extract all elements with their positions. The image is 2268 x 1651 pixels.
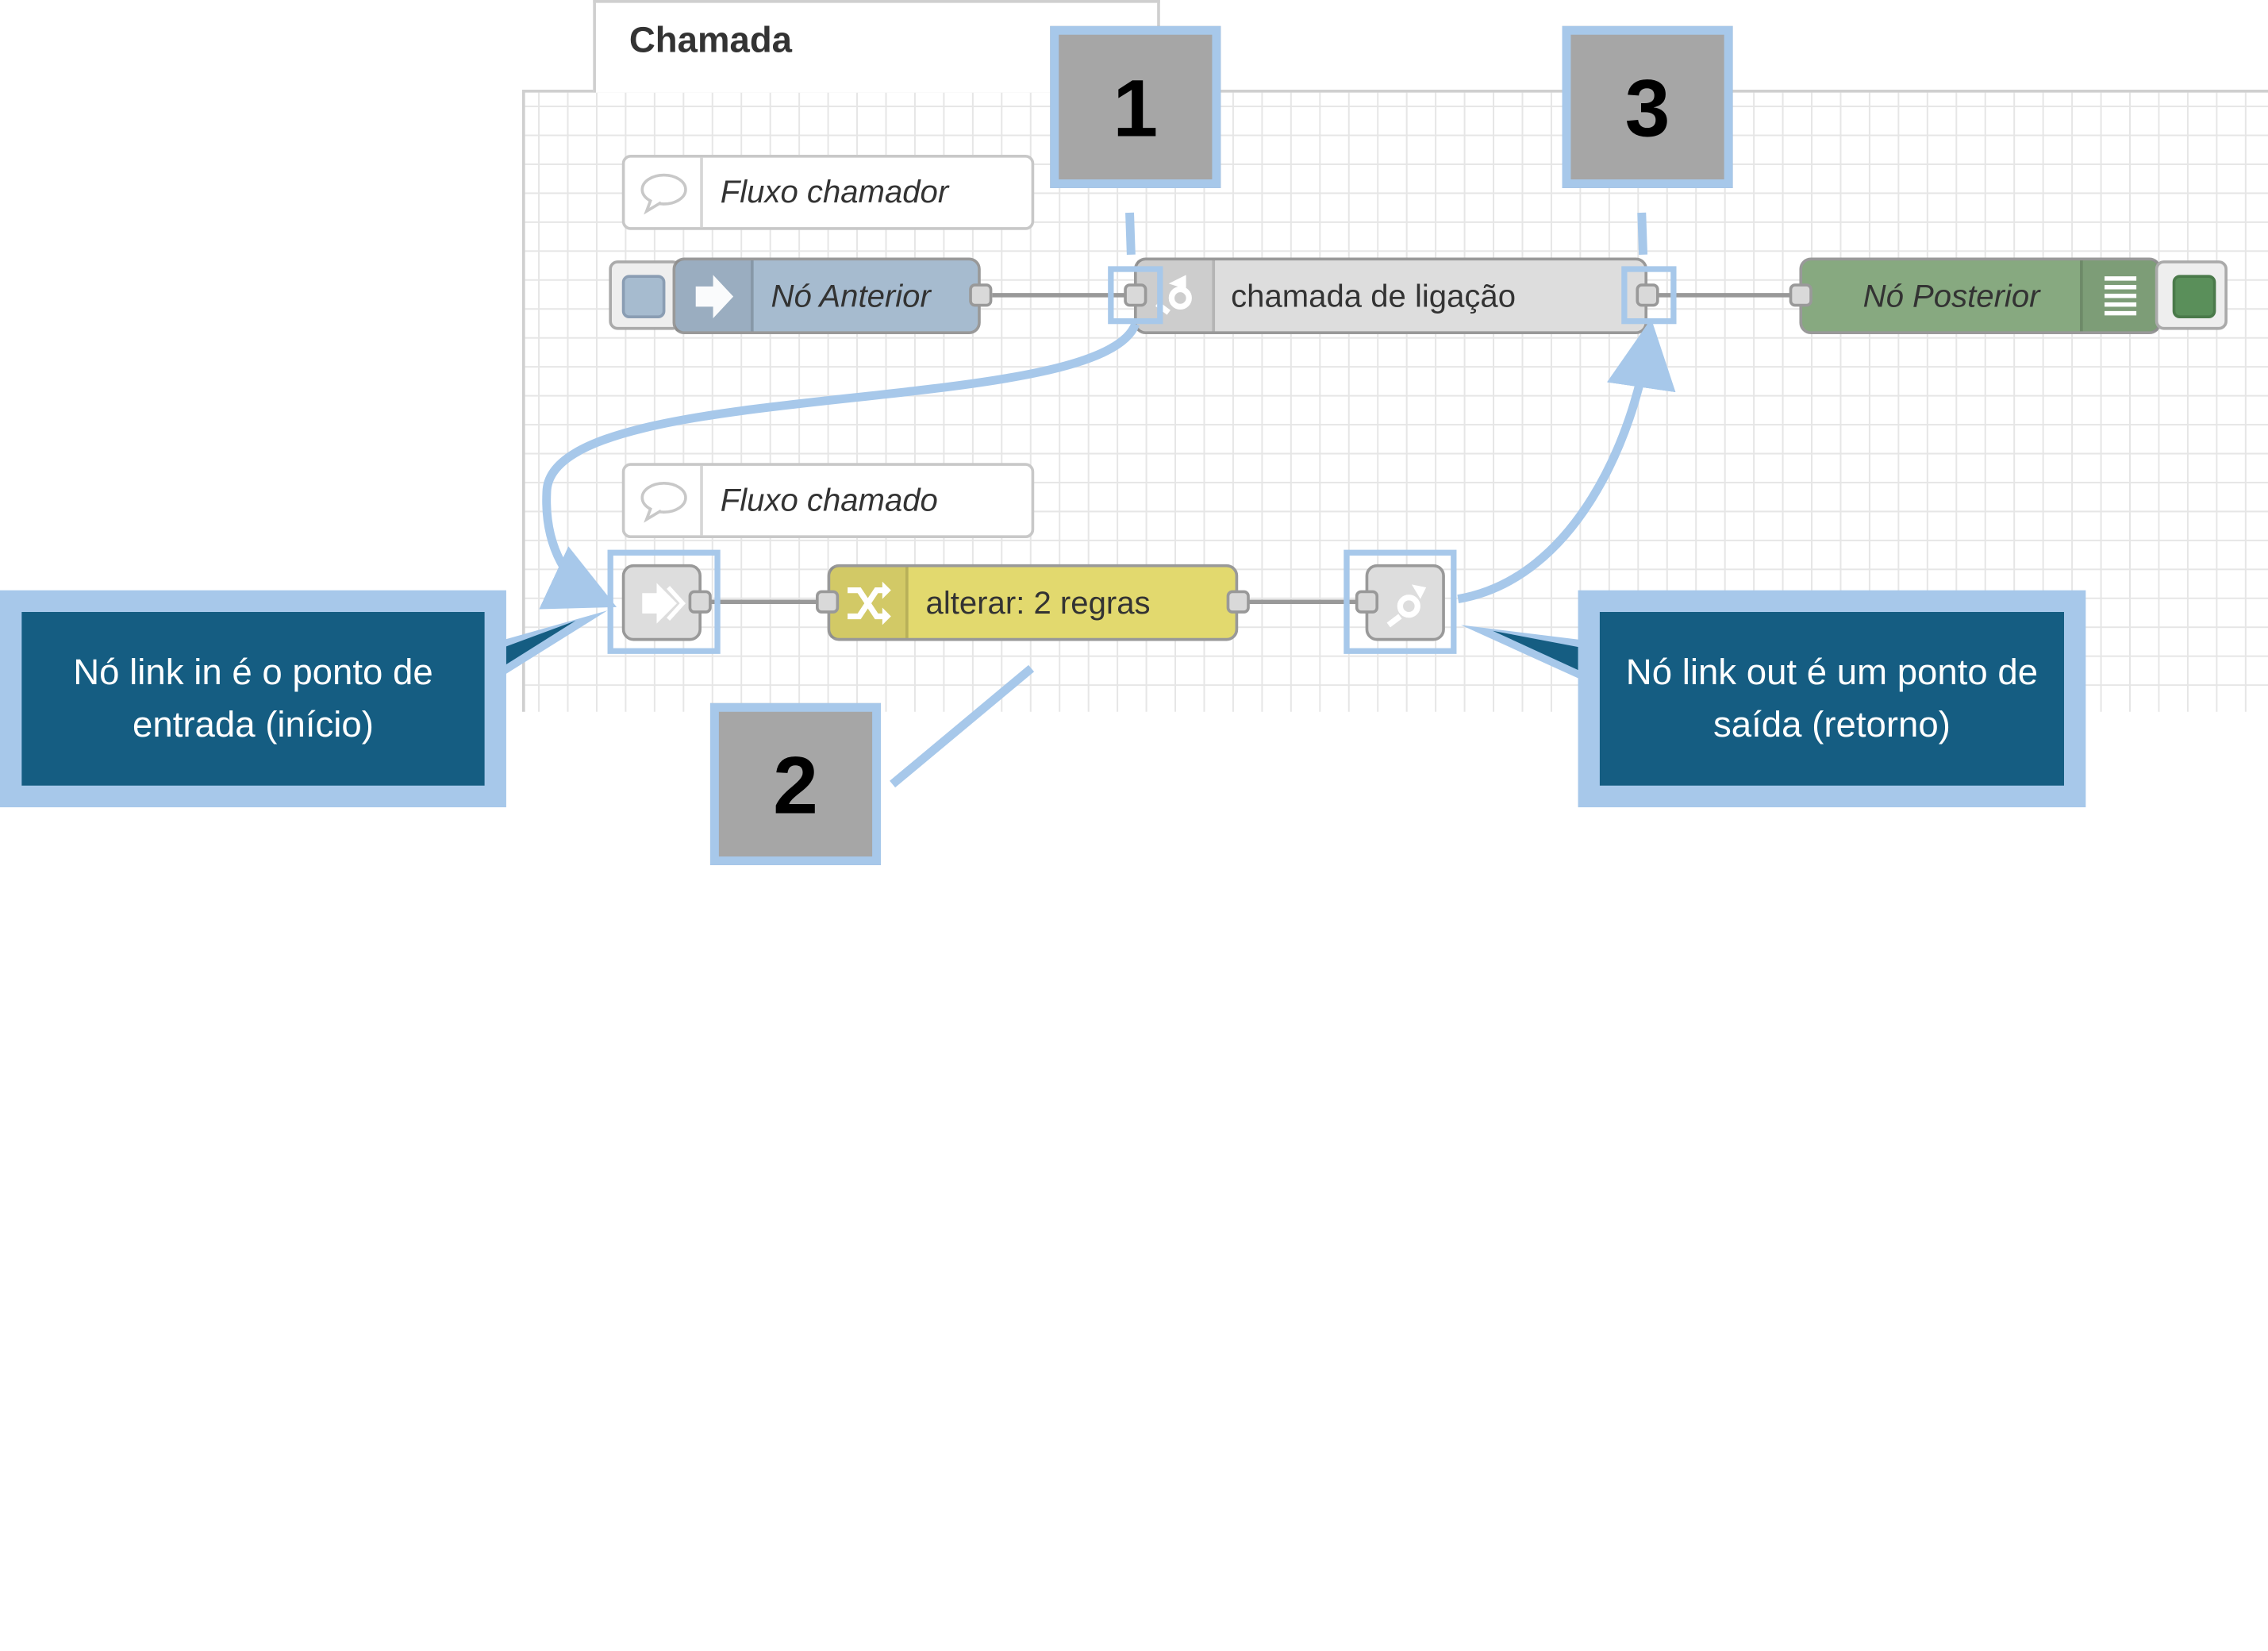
comment-caller-label: Fluxo chamador [720, 173, 949, 210]
marker-2-connector [893, 668, 1032, 784]
marker-1: 1 [1050, 26, 1220, 188]
callout-link-out: Nó link out é um ponto de saída (retorno) [1600, 612, 2064, 786]
marker-2: 2 [710, 703, 881, 865]
callout-link-in: Nó link in é o ponto de entrada (início) [21, 612, 484, 786]
marker-3-connector [1642, 213, 1643, 255]
node-next-label: Nó Posterior [1862, 277, 2040, 314]
marker-1-connector [1130, 213, 1132, 255]
node-link-call-label: chamada de ligação [1231, 277, 1516, 314]
comment-called-label: Fluxo chamado [720, 481, 938, 518]
tab-title: Chamada [629, 20, 793, 61]
node-change-label: alterar: 2 regras [925, 584, 1151, 621]
marker-3: 3 [1563, 26, 1733, 188]
link-out-to-call-arrow [1458, 344, 1647, 599]
node-previous-label: Nó Anterior [771, 277, 931, 314]
call-to-link-in-arrow [547, 324, 1136, 596]
